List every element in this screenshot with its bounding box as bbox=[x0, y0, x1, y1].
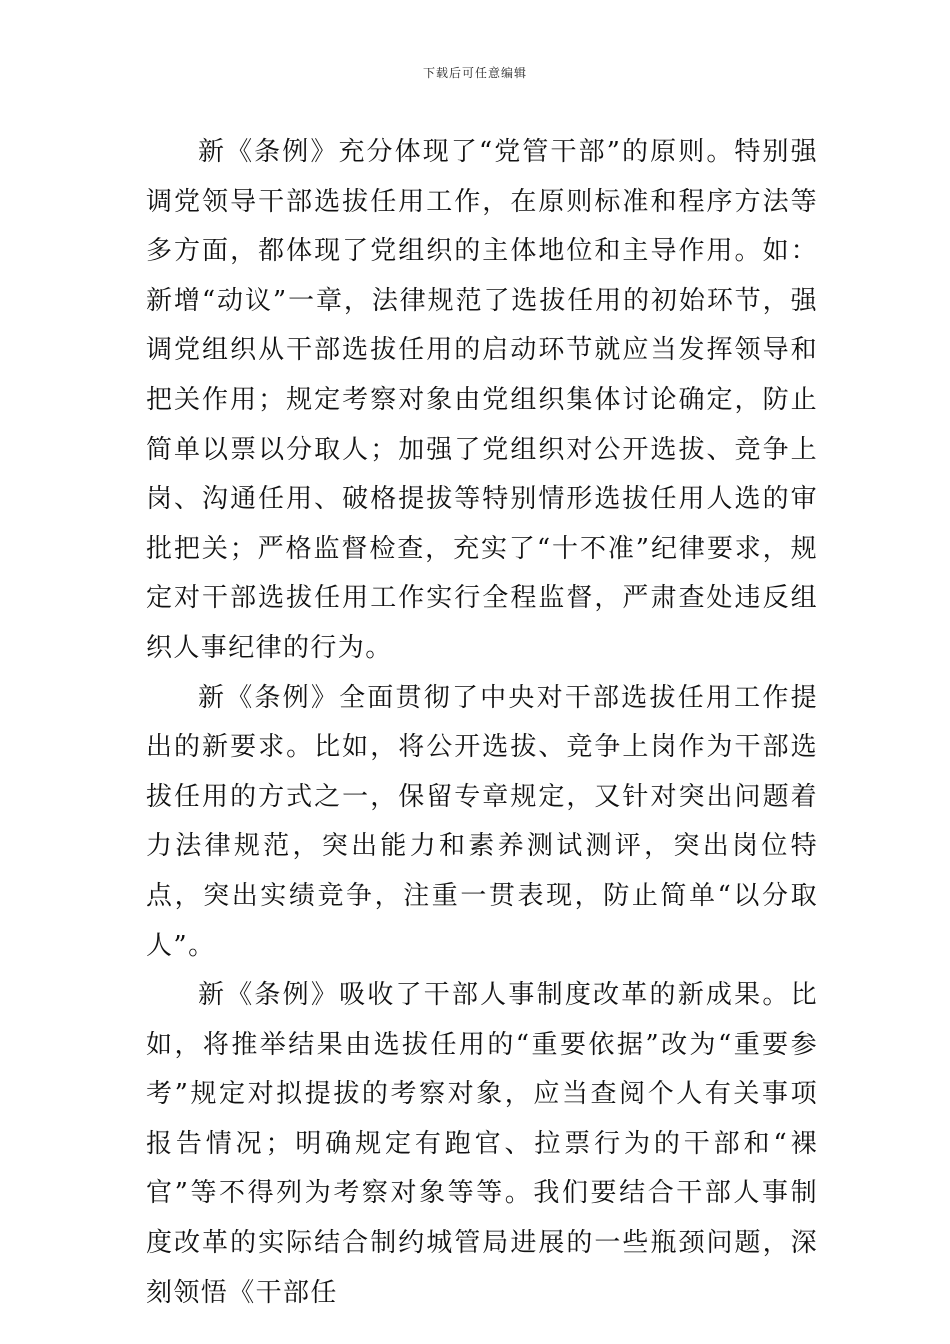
page-header: 下载后可任意编辑 bbox=[422, 66, 527, 80]
paragraph-1: 新《条例》充分体现了“党管干部”的原则。特别强调党领导干部选拔任用工作，在原则标准和程序方法等多方面，都体现了党组织的主体地位和主导作用。如：新增“动议”一章，法律规范了选拔任用的初始环节，强调党组织从干部选拔任用的启动环节就应当发挥领导和把关作用；规定考察对象由党组织集体讨论确定，防止简单以票以分取人；加强了党组织对公开选拔、竞争上岗、沟通任用、破格提拔等特别情形选拔任用人选的审批把关；严格监督检查，充实了“十不准”纪律要求，规定对干部选拔任用工作实行全程监督，严肃查处违反组织人事纪律的行为。 bbox=[146, 137, 818, 663]
paragraph-2: 新《条例》全面贯彻了中央对干部选拔任用工作提出的新要求。比如，将公开选拔、竞争上岗作为干部选拔任用的方式之一，保留专章规定，又针对突出问题着力法律规范，突出能力和素养测试测评，突出岗位特点，突出实绩竞争，注重一贯表现，防止简单“以分取人”。 bbox=[146, 682, 818, 961]
paragraph-3: 新《条例》吸收了干部人事制度改革的新成果。比如，将推举结果由选拔任用的“重要依据”改为“重要参考”规定对拟提拔的考察对象，应当查阅个人有关事项报告情况；明确规定有跑官、拉票行为的干部和“裸官”等不得列为考察对象等等。我们要结合干部人事制度改革的实际结合制约城管局进展的一些瓶颈问题，深刻领悟《干部任 bbox=[146, 980, 818, 1308]
document-body bbox=[146, 128, 818, 1318]
